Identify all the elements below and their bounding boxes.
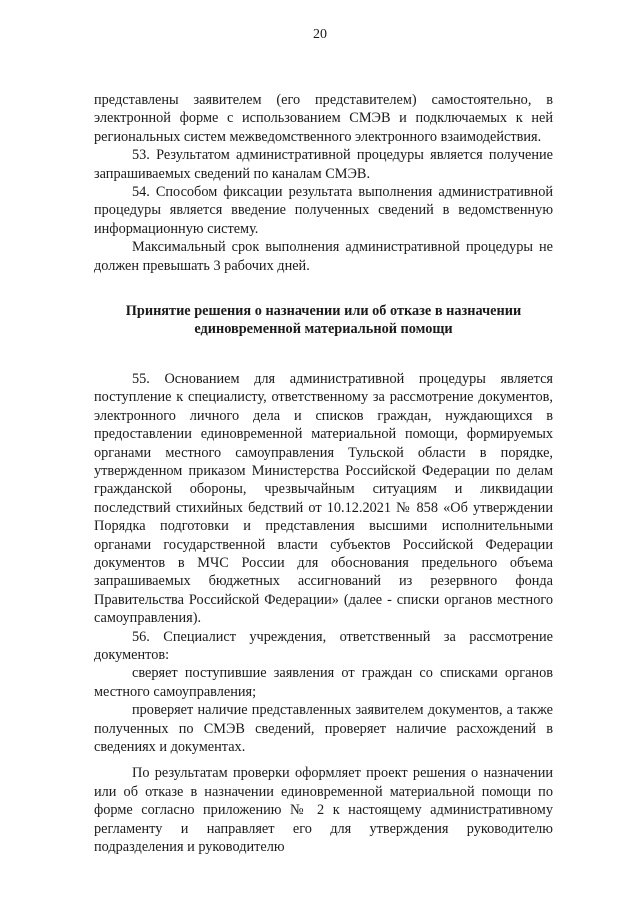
paragraph-54: 54. Способом фиксации результата выполнения административной процедуры является введение полученных сведений в ведомственную информационную систему.	[94, 184, 553, 237]
paragraph-56: 56. Специалист учреждения, ответственный за рассмотрение документов:	[94, 628, 553, 663]
paragraph-max-term: Максимальный срок выполнения административной процедуры не должен превышать 3 рабочих дней.	[94, 239, 553, 274]
paragraph-continuation: представлены заявителем (его представителем) самостоятельно, в электронной форме с использованием СМЭВ и подключаемых к ней региональных систем межведомственного электронного взаимодействия.	[94, 92, 553, 145]
paragraph-check-lists: сверяет поступившие заявления от граждан со списками органов местного самоуправления;	[94, 665, 553, 700]
document-body	[94, 91, 553, 856]
paragraph-55: 55. Основанием для административной процедуры является поступление к специалисту, ответственному за рассмотрение документов, электронного личного дела и списков граждан, нуждающихся в предоставлении единовременной материальной помощи, формируемых органами местного самоуправления Тульской области в порядке, утвержденном приказом Министерства Российской Федерации по делам гражданской обороны, чрезвычайным ситуациям и ликвидации последствий стихийных бедствий от 10.12.2021 № 858 «Об утверждении Порядка подготовки и представления высшими исполнительными органами государственной власти субъектов Российской Федерации документов в МЧС России для обоснования предельного объема запрашиваемых бюджетных ассигнований из резервного фонда Правительства Российской Федерации» (далее - списки органов местного самоуправления).	[94, 370, 553, 627]
page-number: 20	[313, 27, 327, 42]
section-heading: Принятие решения о назначении или об отказе в назначении единовременной материальной помощи	[125, 303, 522, 338]
paragraph-decision-draft: По результатам проверки оформляет проект решения о назначении или об отказе в назначении единовременной материальной помощи по форме согласно приложению № 2 к настоящему административному регламенту и направляет его для утверждения руководителю подразделения и руководителю	[94, 765, 553, 856]
paragraph-53: 53. Результатом административной процедуры является получение запрашиваемых сведений по каналам СМЭВ.	[94, 147, 553, 182]
paragraph-check-documents: проверяет наличие представленных заявителем документов, а также полученных по СМЭВ сведений, проверяет наличие расхождений в сведениях и документах.	[94, 702, 553, 755]
